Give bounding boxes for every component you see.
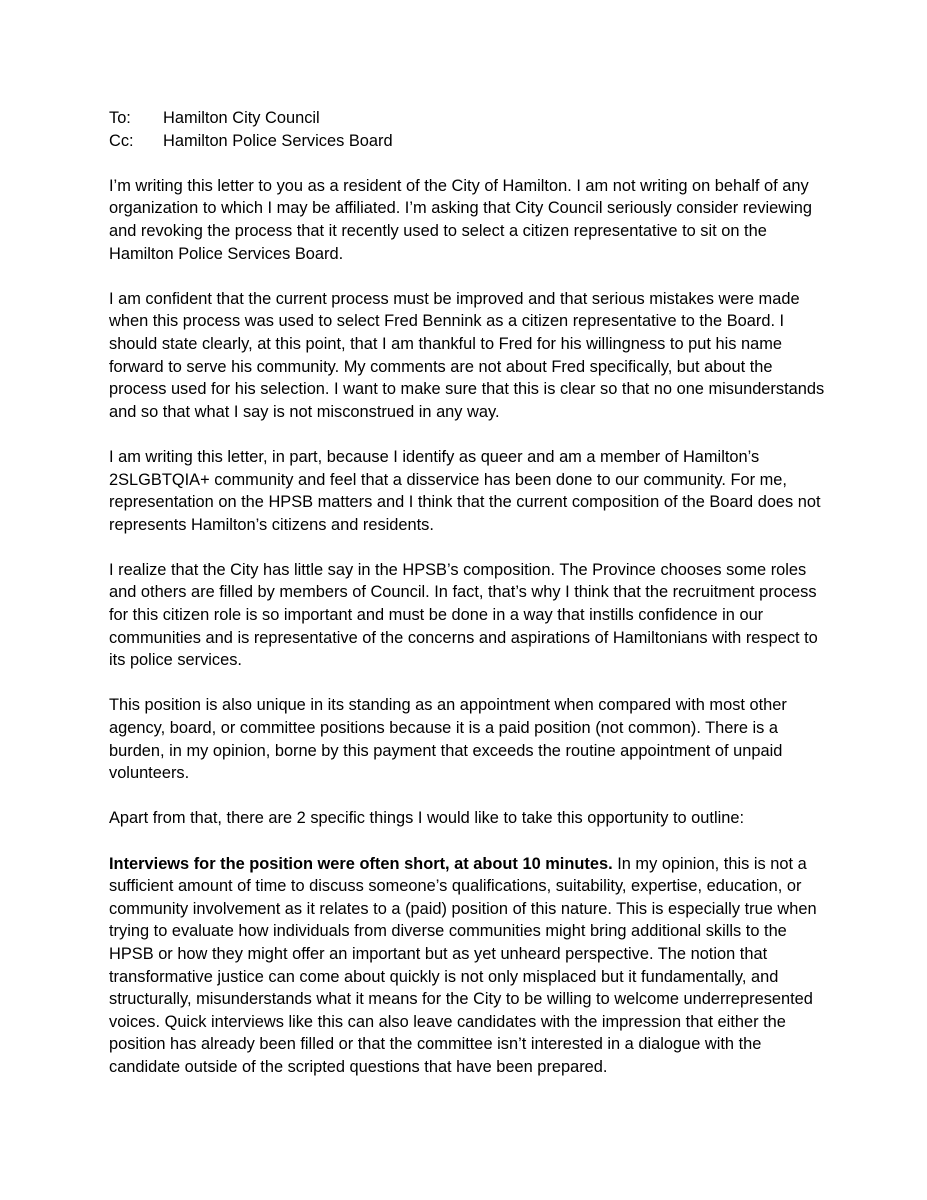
to-line (109, 107, 831, 130)
interviews-heading: Interviews for the position were often short, at about 10 minutes. (109, 854, 613, 873)
letter-header (109, 107, 831, 152)
paragraph-community: I am writing this letter, in part, because I identify as queer and am a member of Hamilton’s 2SLGBTQIA+ community and feel that a disservice has been done to our community. For me, representation on the HPSB matters and I think that the current composition of the Board does not represents Hamilton’s citizens and residents. (109, 447, 821, 534)
paragraph-composition: I realize that the City has little say in the HPSB’s composition. The Province chooses some roles and others are filled by members of Council. In fact, that’s why I think that the recruitment process for this citizen role is so important and must be done in a way that instills confidence in our communities and is representative of the concerns and aspirations of Hamiltonians with respect to its police services. (109, 560, 818, 670)
to-label: To: (109, 109, 131, 127)
paragraph-process-concern: I am confident that the current process must be improved and that serious mistakes were made when this process was used to select Fred Bennink as a citizen representative to the Board. I should state clearly, at this point, that I am thankful to Fred for his willingness to put his name forward to serve his community. My comments are not about Fred specifically, but about the process used for his selection. I want to make sure that this is clear so that no one misunderstands and so that what I say is not misconstrued in any way. (109, 289, 825, 421)
paragraph-paid-position: This position is also unique in its standing as an appointment when compared with most other agency, board, or committee positions because it is a paid position (not common). There is a burden, in my opinion, borne by this payment that exceeds the routine appointment of unpaid volunteers. (109, 696, 787, 783)
cc-line (109, 130, 831, 153)
cc-label: Cc: (109, 131, 134, 150)
letter-page (109, 107, 831, 1101)
to-recipient: Hamilton City Council (163, 109, 320, 127)
paragraph-outline: Apart from that, there are 2 specific things I would like to take this opportunity to outline: (109, 809, 745, 828)
paragraph-interviews (109, 853, 831, 1079)
paragraph-intro: I’m writing this letter to you as a resident of the City of Hamilton. I am not writing on behalf of any organization to which I may be affiliated. I’m asking that City Council seriously consider reviewing and revoking the process that it recently used to select a citizen representative to sit on the Hamilton Police Services Board. (109, 176, 813, 263)
cc-recipient: Hamilton Police Services Board (163, 131, 393, 150)
interviews-body: In my opinion, this is not a sufficient amount of time to discuss someone’s qualifications, suitability, expertise, education, or community involvement as it relates to a (paid) position of this nature. This is especially true when trying to evaluate how individuals from diverse communities might bring additional skills to the HPSB or how they might offer an important but as yet unheard perspective. The notion that transformative justice can come about quickly is not only misplaced but it fundamentally, and structurally, misunderstands what it means for the City to be willing to welcome underrepresented voices. Quick interviews like this can also leave candidates with the impression that either the position has already been filled or that the committee isn’t interested in a dialogue with the candidate outside of the scripted questions that have been prepared. (109, 854, 817, 1076)
